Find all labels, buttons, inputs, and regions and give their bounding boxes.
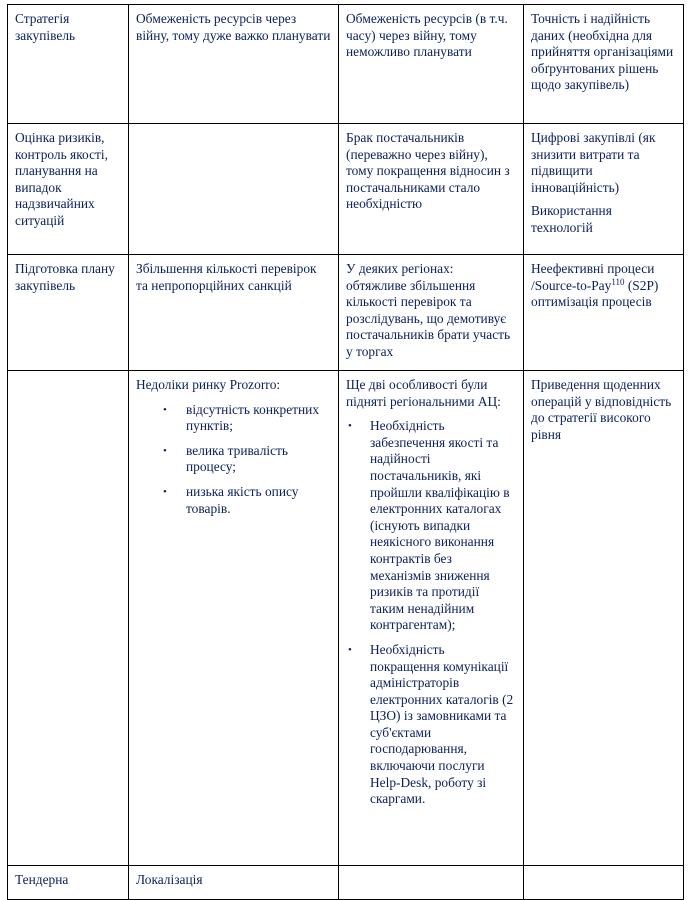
bullet-icon: •: [163, 403, 167, 416]
list-item: [346, 642, 516, 808]
table-cell: [129, 255, 339, 371]
procurement-table: [7, 4, 684, 900]
cell-text: [531, 261, 676, 311]
cell-text: Використання технологій: [531, 203, 612, 235]
table-row: [8, 124, 684, 255]
table-cell: [524, 124, 684, 255]
cell-text: У деяких регіонах: обтяжливе збільшення кількості перевірок та розслідувань, що демотивує постачальників брати участь у торгах: [346, 261, 511, 359]
cell-text: Обмеженість ресурсів (в т.ч. часу) через війну, тому неможливо планувати: [346, 11, 508, 60]
cell-text: Локалізація: [136, 872, 203, 887]
table-cell: [339, 371, 524, 866]
cell-text: Брак постачальників (переважно через війну), тому покращення відносин з постачальниками стало необхідністю: [346, 130, 510, 212]
cell-text: Оцінка ризиків, контроль якості, планування на випадок надзвичайних ситуацій: [15, 130, 108, 228]
list-item-text: Необхідність забезпечення якості та надійності постачальників, які пройшли кваліфікацію в електронних каталогах (існують випадки неякісного виконання контрактів без механізмів зниження ризиків та протидії таким ненадійним контрагентам);: [370, 418, 510, 633]
cell-text-part: (S2P) оптимізація процесів: [531, 277, 659, 310]
table-cell: [8, 255, 129, 371]
footnote-marker: 110: [611, 276, 625, 287]
table-cell: [129, 124, 339, 255]
list-item-text: відсутність конкретних пунктів;: [186, 401, 320, 434]
bullet-list: [346, 418, 516, 808]
bullet-icon: •: [348, 420, 352, 433]
table-cell: [129, 5, 339, 124]
table-cell: [129, 866, 339, 900]
table-cell: [339, 255, 524, 371]
bullet-icon: •: [163, 444, 167, 457]
list-item: [136, 484, 331, 517]
list-item: [346, 418, 516, 634]
cell-text: Підготовка плану закупівель: [15, 261, 115, 293]
cell-text-part: Неефективні процеси /Source-to-Pay: [531, 261, 655, 293]
table-cell: [8, 5, 129, 124]
list-item-text: Необхідність покращення комунікації адміністраторів електронних каталогів (2 ЦЗО) із замовниками та суб'єктами господарювання, включаючи послуги Help-Desk, роботу зі скаргами.: [370, 641, 514, 807]
table-cell: [339, 124, 524, 255]
table-cell: [524, 5, 684, 124]
list-item-text: низька якість опису товарів.: [186, 483, 299, 516]
table-cell: [524, 255, 684, 371]
bullet-icon: •: [163, 485, 167, 498]
table-row: [8, 5, 684, 124]
table-cell: [339, 5, 524, 124]
table-cell: [129, 371, 339, 866]
cell-text: Тендерна: [15, 872, 69, 887]
table-row: [8, 371, 684, 866]
table-row: [8, 866, 684, 900]
bullet-icon: •: [348, 643, 352, 656]
cell-text: Стратегія закупівель: [15, 11, 76, 43]
list-intro: Недоліки ринку Prozorro:: [136, 377, 281, 392]
cell-text: Приведення щоденних операцій у відповідність до стратегії високого рівня: [531, 377, 672, 442]
table-cell: [524, 866, 684, 900]
table-cell: [339, 866, 524, 900]
cell-text: Обмеженість ресурсів через війну, тому дуже важко планувати: [136, 11, 331, 43]
bullet-list: [136, 402, 331, 518]
list-item-text: велика тривалість процесу;: [186, 442, 289, 475]
list-item: [136, 402, 331, 435]
table-cell: [8, 124, 129, 255]
table-cell: [524, 371, 684, 866]
list-item: [136, 443, 331, 476]
table-cell: [8, 371, 129, 866]
cell-text: Точність і надійність даних (необхідна для прийняття організаціями обґрунтованих рішень щодо закупівель): [531, 11, 674, 93]
list-intro: Ще дві особливості були підняті регіональними АЦ:: [346, 377, 501, 409]
cell-text: Цифрові закупівлі (як знизити витрати та підвищити інноваційність): [531, 130, 656, 195]
cell-text: Збільшення кількості перевірок та непропорційних санкцій: [136, 261, 317, 293]
table-cell: [8, 866, 129, 900]
table-row: [8, 255, 684, 371]
